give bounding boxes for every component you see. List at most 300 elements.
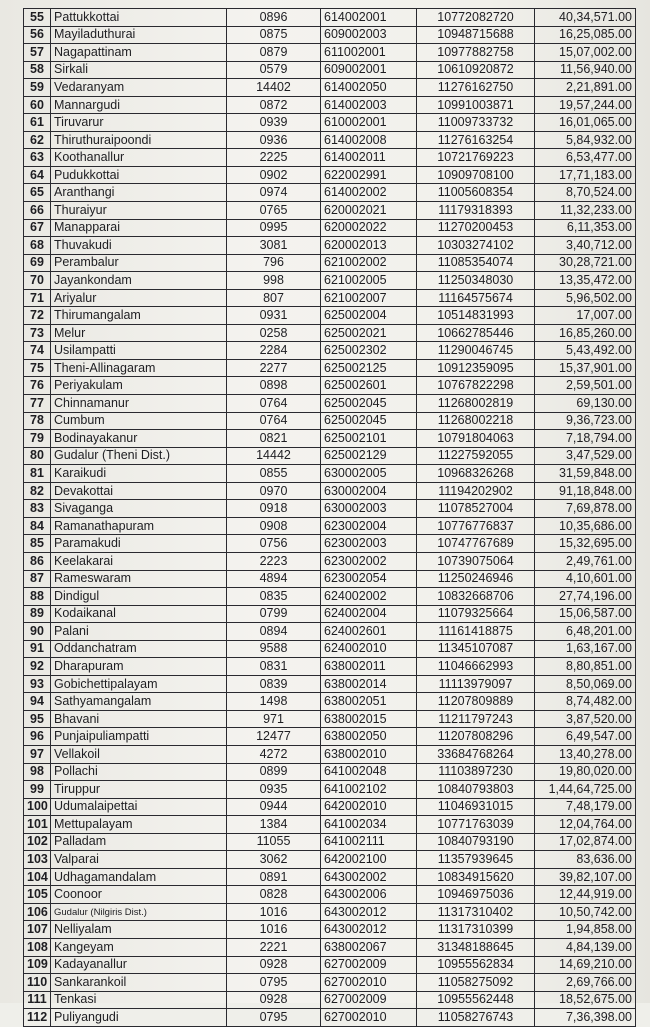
serial-number-cell: 58 — [24, 61, 51, 79]
municipality-name-cell: Dindigul — [51, 588, 227, 606]
code-cell: 1016 — [227, 903, 321, 921]
account-number-cell: 11211797243 — [417, 710, 535, 728]
municipality-table — [23, 8, 636, 1027]
municipality-name-cell: Mettupalayam — [51, 816, 227, 834]
account-number-cell: 11268002218 — [417, 412, 535, 430]
serial-number-cell: 101 — [24, 816, 51, 834]
amount-cell: 18,52,675.00 — [535, 991, 636, 1009]
table-row — [24, 991, 636, 1009]
municipality-name-cell: Kadayanallur — [51, 956, 227, 974]
account-number-cell: 10912359095 — [417, 359, 535, 377]
amount-cell: 30,28,721.00 — [535, 254, 636, 272]
table-row — [24, 851, 636, 869]
amount-cell: 10,35,686.00 — [535, 517, 636, 535]
municipality-name-cell: Punjaipuliampatti — [51, 728, 227, 746]
municipality-name-cell: Nagapattinam — [51, 44, 227, 62]
amount-cell: 16,85,260.00 — [535, 324, 636, 342]
ifsc-number-cell: 625002045 — [321, 412, 417, 430]
ifsc-number-cell: 609002003 — [321, 26, 417, 44]
ifsc-number-cell: 638002010 — [321, 745, 417, 763]
account-number-cell: 10514831993 — [417, 307, 535, 325]
municipality-name-cell: Pollachi — [51, 763, 227, 781]
municipality-name-cell: Sathyamangalam — [51, 693, 227, 711]
code-cell: 998 — [227, 272, 321, 290]
table-row — [24, 816, 636, 834]
table-body — [24, 9, 636, 1027]
account-number-cell: 11161418875 — [417, 623, 535, 641]
municipality-name-cell: Sirkali — [51, 61, 227, 79]
account-number-cell: 10955562448 — [417, 991, 535, 1009]
serial-number-cell: 83 — [24, 500, 51, 518]
amount-cell: 39,82,107.00 — [535, 868, 636, 886]
code-cell: 0764 — [227, 412, 321, 430]
ifsc-number-cell: 625002021 — [321, 324, 417, 342]
code-cell: 0928 — [227, 991, 321, 1009]
serial-number-cell: 62 — [24, 131, 51, 149]
serial-number-cell: 66 — [24, 202, 51, 220]
code-cell: 2284 — [227, 342, 321, 360]
ifsc-number-cell: 638002051 — [321, 693, 417, 711]
serial-number-cell: 55 — [24, 9, 51, 27]
municipality-name-cell: Palladam — [51, 833, 227, 851]
table-row — [24, 447, 636, 465]
amount-cell: 2,21,891.00 — [535, 79, 636, 97]
account-number-cell: 10840793190 — [417, 833, 535, 851]
code-cell: 11055 — [227, 833, 321, 851]
code-cell: 2225 — [227, 149, 321, 167]
code-cell: 14402 — [227, 79, 321, 97]
serial-number-cell: 111 — [24, 991, 51, 1009]
ifsc-number-cell: 641002034 — [321, 816, 417, 834]
account-number-cell: 31348188645 — [417, 938, 535, 956]
code-cell: 0899 — [227, 763, 321, 781]
code-cell: 1016 — [227, 921, 321, 939]
table-row — [24, 289, 636, 307]
account-number-cell: 11317310399 — [417, 921, 535, 939]
ifsc-number-cell: 625002129 — [321, 447, 417, 465]
municipality-name-cell: Tiruppur — [51, 781, 227, 799]
ifsc-number-cell: 620002021 — [321, 202, 417, 220]
municipality-name-cell: Aranthangi — [51, 184, 227, 202]
code-cell: 807 — [227, 289, 321, 307]
code-cell: 0935 — [227, 781, 321, 799]
amount-cell: 7,48,179.00 — [535, 798, 636, 816]
ifsc-number-cell: 627002009 — [321, 991, 417, 1009]
ifsc-number-cell: 621002005 — [321, 272, 417, 290]
account-number-cell: 11079325664 — [417, 605, 535, 623]
amount-cell: 13,35,472.00 — [535, 272, 636, 290]
code-cell: 0891 — [227, 868, 321, 886]
amount-cell: 15,32,695.00 — [535, 535, 636, 553]
ifsc-number-cell: 621002002 — [321, 254, 417, 272]
account-number-cell: 10771763039 — [417, 816, 535, 834]
ifsc-number-cell: 624002004 — [321, 605, 417, 623]
municipality-name-cell: Udhagamandalam — [51, 868, 227, 886]
amount-cell: 2,59,501.00 — [535, 377, 636, 395]
amount-cell: 7,18,794.00 — [535, 430, 636, 448]
ifsc-number-cell: 614002011 — [321, 149, 417, 167]
ifsc-number-cell: 638002011 — [321, 658, 417, 676]
serial-number-cell: 79 — [24, 430, 51, 448]
municipality-name-cell: Dharapuram — [51, 658, 227, 676]
serial-number-cell: 60 — [24, 96, 51, 114]
amount-cell: 3,87,520.00 — [535, 710, 636, 728]
table-row — [24, 202, 636, 220]
account-number-cell: 10767822298 — [417, 377, 535, 395]
code-cell: 0835 — [227, 588, 321, 606]
table-row — [24, 9, 636, 27]
account-number-cell: 33684768264 — [417, 745, 535, 763]
code-cell: 3081 — [227, 237, 321, 255]
code-cell: 0872 — [227, 96, 321, 114]
code-cell: 971 — [227, 710, 321, 728]
ifsc-number-cell: 627002010 — [321, 1009, 417, 1027]
municipality-name-cell: Tiruvarur — [51, 114, 227, 132]
municipality-name-cell: Usilampatti — [51, 342, 227, 360]
ifsc-number-cell: 624002601 — [321, 623, 417, 641]
table-row — [24, 44, 636, 62]
table-row — [24, 307, 636, 325]
ifsc-number-cell: 624002002 — [321, 588, 417, 606]
amount-cell: 3,40,712.00 — [535, 237, 636, 255]
code-cell: 0831 — [227, 658, 321, 676]
code-cell: 0875 — [227, 26, 321, 44]
account-number-cell: 11345107087 — [417, 640, 535, 658]
table-row — [24, 96, 636, 114]
account-number-cell: 11207808296 — [417, 728, 535, 746]
ifsc-number-cell: 614002008 — [321, 131, 417, 149]
table-row — [24, 763, 636, 781]
account-number-cell: 10840793803 — [417, 781, 535, 799]
municipality-name-cell: Paramakudi — [51, 535, 227, 553]
serial-number-cell: 110 — [24, 974, 51, 992]
serial-number-cell: 105 — [24, 886, 51, 904]
ifsc-number-cell: 610002001 — [321, 114, 417, 132]
code-cell: 0918 — [227, 500, 321, 518]
municipality-name-cell: Palani — [51, 623, 227, 641]
table-row — [24, 798, 636, 816]
table-row — [24, 517, 636, 535]
amount-cell: 2,69,766.00 — [535, 974, 636, 992]
serial-number-cell: 86 — [24, 552, 51, 570]
ifsc-number-cell: 623002054 — [321, 570, 417, 588]
table-row — [24, 974, 636, 992]
account-number-cell: 11270200453 — [417, 219, 535, 237]
municipality-name-cell: Ariyalur — [51, 289, 227, 307]
municipality-name-cell: Keelakarai — [51, 552, 227, 570]
code-cell: 9588 — [227, 640, 321, 658]
code-cell: 0756 — [227, 535, 321, 553]
code-cell: 0764 — [227, 395, 321, 413]
ifsc-number-cell: 638002067 — [321, 938, 417, 956]
serial-number-cell: 77 — [24, 395, 51, 413]
table-row — [24, 658, 636, 676]
ifsc-number-cell: 630002005 — [321, 465, 417, 483]
municipality-name-cell: Vedaranyam — [51, 79, 227, 97]
amount-cell: 12,44,919.00 — [535, 886, 636, 904]
account-number-cell: 11268002819 — [417, 395, 535, 413]
table-row — [24, 219, 636, 237]
serial-number-cell: 82 — [24, 482, 51, 500]
amount-cell: 9,36,723.00 — [535, 412, 636, 430]
code-cell: 1384 — [227, 816, 321, 834]
table-row — [24, 131, 636, 149]
municipality-name-cell: Oddanchatram — [51, 640, 227, 658]
amount-cell: 1,44,64,725.00 — [535, 781, 636, 799]
ifsc-number-cell: 643002006 — [321, 886, 417, 904]
municipality-name-cell: Udumalaipettai — [51, 798, 227, 816]
ifsc-number-cell: 624002010 — [321, 640, 417, 658]
amount-cell: 6,49,547.00 — [535, 728, 636, 746]
account-number-cell: 10968326268 — [417, 465, 535, 483]
account-number-cell: 11078527004 — [417, 500, 535, 518]
ifsc-number-cell: 643002012 — [321, 903, 417, 921]
serial-number-cell: 57 — [24, 44, 51, 62]
table-row — [24, 956, 636, 974]
ifsc-number-cell: 627002010 — [321, 974, 417, 992]
ifsc-number-cell: 614002003 — [321, 96, 417, 114]
municipality-name-cell: Chinnamanur — [51, 395, 227, 413]
amount-cell: 10,50,742.00 — [535, 903, 636, 921]
municipality-name-cell: Bhavani — [51, 710, 227, 728]
table-row — [24, 675, 636, 693]
serial-number-cell: 64 — [24, 166, 51, 184]
ifsc-number-cell: 638002050 — [321, 728, 417, 746]
amount-cell: 4,10,601.00 — [535, 570, 636, 588]
serial-number-cell: 107 — [24, 921, 51, 939]
code-cell: 0908 — [227, 517, 321, 535]
table-row — [24, 921, 636, 939]
account-number-cell: 11046931015 — [417, 798, 535, 816]
serial-number-cell: 88 — [24, 588, 51, 606]
table-row — [24, 237, 636, 255]
municipality-name-cell: Pudukkottai — [51, 166, 227, 184]
table-row — [24, 500, 636, 518]
table-row — [24, 359, 636, 377]
serial-number-cell: 87 — [24, 570, 51, 588]
ifsc-number-cell: 630002004 — [321, 482, 417, 500]
municipality-name-cell: Cumbum — [51, 412, 227, 430]
municipality-name-cell: Gudalur (Nilgiris Dist.) — [51, 903, 227, 921]
municipality-name-cell: Sankarankoil — [51, 974, 227, 992]
serial-number-cell: 72 — [24, 307, 51, 325]
account-number-cell: 11085354074 — [417, 254, 535, 272]
amount-cell: 17,02,874.00 — [535, 833, 636, 851]
table-row — [24, 833, 636, 851]
serial-number-cell: 73 — [24, 324, 51, 342]
table-row — [24, 26, 636, 44]
ifsc-number-cell: 614002002 — [321, 184, 417, 202]
municipality-name-cell: Thuraiyur — [51, 202, 227, 220]
ifsc-number-cell: 625002045 — [321, 395, 417, 413]
ifsc-number-cell: 625002004 — [321, 307, 417, 325]
ifsc-number-cell: 638002015 — [321, 710, 417, 728]
ifsc-number-cell: 641002102 — [321, 781, 417, 799]
code-cell: 0974 — [227, 184, 321, 202]
ifsc-number-cell: 609002001 — [321, 61, 417, 79]
amount-cell: 16,25,085.00 — [535, 26, 636, 44]
ifsc-number-cell: 621002007 — [321, 289, 417, 307]
serial-number-cell: 68 — [24, 237, 51, 255]
ifsc-number-cell: 642002010 — [321, 798, 417, 816]
code-cell: 0970 — [227, 482, 321, 500]
code-cell: 14442 — [227, 447, 321, 465]
serial-number-cell: 78 — [24, 412, 51, 430]
account-number-cell: 11357939645 — [417, 851, 535, 869]
code-cell: 0821 — [227, 430, 321, 448]
table-row — [24, 166, 636, 184]
code-cell: 2221 — [227, 938, 321, 956]
municipality-name-cell: Koothanallur — [51, 149, 227, 167]
table-row — [24, 710, 636, 728]
amount-cell: 31,59,848.00 — [535, 465, 636, 483]
amount-cell: 6,11,353.00 — [535, 219, 636, 237]
serial-number-cell: 65 — [24, 184, 51, 202]
serial-number-cell: 93 — [24, 675, 51, 693]
amount-cell: 6,48,201.00 — [535, 623, 636, 641]
serial-number-cell: 74 — [24, 342, 51, 360]
table-row — [24, 886, 636, 904]
table-row — [24, 938, 636, 956]
account-number-cell: 10834915620 — [417, 868, 535, 886]
amount-cell: 1,63,167.00 — [535, 640, 636, 658]
code-cell: 2277 — [227, 359, 321, 377]
table-row — [24, 412, 636, 430]
ifsc-number-cell: 625002125 — [321, 359, 417, 377]
amount-cell: 40,34,571.00 — [535, 9, 636, 27]
serial-number-cell: 108 — [24, 938, 51, 956]
table-row — [24, 342, 636, 360]
amount-cell: 19,57,244.00 — [535, 96, 636, 114]
amount-cell: 1,94,858.00 — [535, 921, 636, 939]
serial-number-cell: 61 — [24, 114, 51, 132]
serial-number-cell: 96 — [24, 728, 51, 746]
municipality-name-cell: Thirumangalam — [51, 307, 227, 325]
account-number-cell: 10776776837 — [417, 517, 535, 535]
code-cell: 0939 — [227, 114, 321, 132]
amount-cell: 6,53,477.00 — [535, 149, 636, 167]
serial-number-cell: 63 — [24, 149, 51, 167]
amount-cell: 7,69,878.00 — [535, 500, 636, 518]
amount-cell: 27,74,196.00 — [535, 588, 636, 606]
table-row — [24, 465, 636, 483]
code-cell: 0799 — [227, 605, 321, 623]
municipality-name-cell: Gobichettipalayam — [51, 675, 227, 693]
ifsc-number-cell: 614002050 — [321, 79, 417, 97]
amount-cell: 16,01,065.00 — [535, 114, 636, 132]
table-row — [24, 272, 636, 290]
table-row — [24, 184, 636, 202]
account-number-cell: 10662785446 — [417, 324, 535, 342]
account-number-cell: 10946975036 — [417, 886, 535, 904]
ifsc-number-cell: 623002003 — [321, 535, 417, 553]
code-cell: 0828 — [227, 886, 321, 904]
account-number-cell: 10991003871 — [417, 96, 535, 114]
amount-cell: 14,69,210.00 — [535, 956, 636, 974]
account-number-cell: 10772082720 — [417, 9, 535, 27]
account-number-cell: 11179318393 — [417, 202, 535, 220]
account-number-cell: 11227592055 — [417, 447, 535, 465]
municipality-name-cell: Mayiladuthurai — [51, 26, 227, 44]
serial-number-cell: 102 — [24, 833, 51, 851]
amount-cell: 2,49,761.00 — [535, 552, 636, 570]
serial-number-cell: 104 — [24, 868, 51, 886]
amount-cell: 11,56,940.00 — [535, 61, 636, 79]
serial-number-cell: 109 — [24, 956, 51, 974]
account-number-cell: 11317310402 — [417, 903, 535, 921]
account-number-cell: 11276163254 — [417, 131, 535, 149]
amount-cell: 15,07,002.00 — [535, 44, 636, 62]
amount-cell: 15,37,901.00 — [535, 359, 636, 377]
serial-number-cell: 70 — [24, 272, 51, 290]
serial-number-cell: 106 — [24, 903, 51, 921]
municipality-name-cell: Kangeyam — [51, 938, 227, 956]
account-number-cell: 11046662993 — [417, 658, 535, 676]
account-number-cell: 10948715688 — [417, 26, 535, 44]
serial-number-cell: 99 — [24, 781, 51, 799]
ifsc-number-cell: 614002001 — [321, 9, 417, 27]
serial-number-cell: 69 — [24, 254, 51, 272]
serial-number-cell: 81 — [24, 465, 51, 483]
code-cell: 0894 — [227, 623, 321, 641]
account-number-cell: 10303274102 — [417, 237, 535, 255]
amount-cell: 8,80,851.00 — [535, 658, 636, 676]
account-number-cell: 11058276743 — [417, 1009, 535, 1027]
municipality-name-cell: Thiruthuraipoondi — [51, 131, 227, 149]
table-row — [24, 570, 636, 588]
serial-number-cell: 84 — [24, 517, 51, 535]
code-cell: 3062 — [227, 851, 321, 869]
serial-number-cell: 98 — [24, 763, 51, 781]
code-cell: 0765 — [227, 202, 321, 220]
ifsc-number-cell: 622002991 — [321, 166, 417, 184]
amount-cell: 8,74,482.00 — [535, 693, 636, 711]
serial-number-cell: 85 — [24, 535, 51, 553]
municipality-name-cell: Rameswaram — [51, 570, 227, 588]
account-number-cell: 10739075064 — [417, 552, 535, 570]
account-number-cell: 10747767689 — [417, 535, 535, 553]
code-cell: 2223 — [227, 552, 321, 570]
code-cell: 0258 — [227, 324, 321, 342]
table-row — [24, 868, 636, 886]
account-number-cell: 11164575674 — [417, 289, 535, 307]
municipality-name-cell: Karaikudi — [51, 465, 227, 483]
code-cell: 0879 — [227, 44, 321, 62]
account-number-cell: 11250246946 — [417, 570, 535, 588]
amount-cell: 4,84,139.00 — [535, 938, 636, 956]
municipality-name-cell: Theni-Allinagaram — [51, 359, 227, 377]
table-row — [24, 114, 636, 132]
ifsc-number-cell: 630002003 — [321, 500, 417, 518]
municipality-name-cell: Thuvakudi — [51, 237, 227, 255]
code-cell: 0855 — [227, 465, 321, 483]
table-row — [24, 1009, 636, 1027]
municipality-name-cell: Manapparai — [51, 219, 227, 237]
account-number-cell: 10791804063 — [417, 430, 535, 448]
account-number-cell: 11103897230 — [417, 763, 535, 781]
municipality-name-cell: Ramanathapuram — [51, 517, 227, 535]
account-number-cell: 11207809889 — [417, 693, 535, 711]
account-number-cell: 11058275092 — [417, 974, 535, 992]
code-cell: 12477 — [227, 728, 321, 746]
ifsc-number-cell: 623002002 — [321, 552, 417, 570]
table-row — [24, 482, 636, 500]
account-number-cell: 10977882758 — [417, 44, 535, 62]
municipality-name-cell: Sivaganga — [51, 500, 227, 518]
code-cell: 0928 — [227, 956, 321, 974]
table-row — [24, 605, 636, 623]
municipality-name-cell: Valparai — [51, 851, 227, 869]
